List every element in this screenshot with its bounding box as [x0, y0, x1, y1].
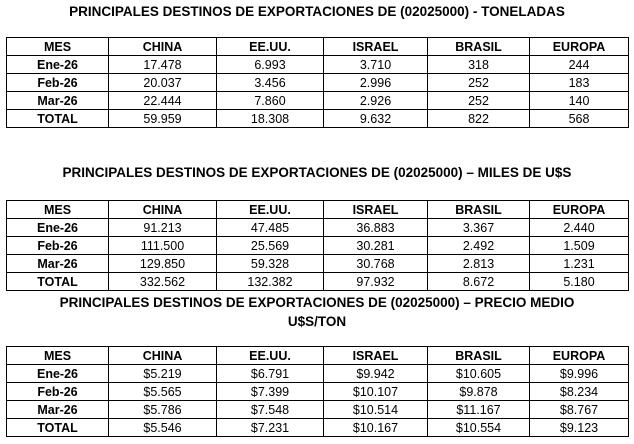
column-header: ISRAEL	[324, 201, 428, 219]
table-cell: $6.791	[217, 365, 324, 383]
table-cell: $10.605	[428, 365, 530, 383]
table-cell: 822	[428, 110, 530, 128]
table-cell: 2.813	[428, 255, 530, 273]
toneladas-table-title: PRINCIPALES DESTINOS DE EXPORTACIONES DE (02025000) - TONELADAS	[69, 4, 565, 19]
table-cell: $8.234	[530, 383, 629, 401]
column-header: EE.UU.	[217, 347, 324, 365]
table-cell: 97.932	[324, 273, 428, 291]
table-row	[7, 74, 629, 92]
table-cell: $5.565	[109, 383, 217, 401]
table-row	[7, 255, 629, 273]
table-cell: $7.231	[217, 419, 324, 437]
table-row	[7, 92, 629, 110]
table-cell: $5.546	[109, 419, 217, 437]
table-cell: $11.167	[428, 401, 530, 419]
table-row	[7, 219, 629, 237]
precio-medio-table-title-line2: U$S/TON	[287, 314, 347, 329]
table-cell: $5.786	[109, 401, 217, 419]
column-header: ISRAEL	[324, 347, 428, 365]
table-cell: 47.485	[217, 219, 324, 237]
table-cell: 252	[428, 74, 530, 92]
row-label: Ene-26	[7, 219, 109, 237]
table-cell: 252	[428, 92, 530, 110]
column-header: BRASIL	[428, 201, 530, 219]
row-label: Mar-26	[7, 92, 109, 110]
table-cell: $9.942	[324, 365, 428, 383]
column-header: EUROPA	[530, 38, 629, 56]
total-row	[7, 273, 629, 291]
row-label: TOTAL	[7, 110, 109, 128]
table-cell: 17.478	[109, 56, 217, 74]
table-cell: $10.107	[324, 383, 428, 401]
table-cell: $10.514	[324, 401, 428, 419]
column-header: EUROPA	[530, 347, 629, 365]
row-label: Ene-26	[7, 365, 109, 383]
table-cell: 132.382	[217, 273, 324, 291]
table-cell: 8.672	[428, 273, 530, 291]
table-cell: 30.768	[324, 255, 428, 273]
table-cell: 2.440	[530, 219, 629, 237]
column-header: MES	[7, 201, 109, 219]
precio-medio-table-title: PRINCIPALES DESTINOS DE EXPORTACIONES DE (02025000) – PRECIO MEDIO	[59, 295, 575, 310]
table-cell: 25.569	[217, 237, 324, 255]
total-row	[7, 110, 629, 128]
table-cell: $5.219	[109, 365, 217, 383]
table-cell: 332.562	[109, 273, 217, 291]
table-cell: 7.860	[217, 92, 324, 110]
table-cell: 244	[530, 56, 629, 74]
table-cell: 3.710	[324, 56, 428, 74]
table-cell: 6.993	[217, 56, 324, 74]
column-header: EUROPA	[530, 201, 629, 219]
column-header: CHINA	[109, 201, 217, 219]
table-row	[7, 56, 629, 74]
table-cell: $10.167	[324, 419, 428, 437]
table-cell: 129.850	[109, 255, 217, 273]
total-row	[7, 419, 629, 437]
column-header: EE.UU.	[217, 201, 324, 219]
toneladas-table	[6, 37, 629, 128]
row-label: Feb-26	[7, 74, 109, 92]
table-cell: 2.996	[324, 74, 428, 92]
table-row	[7, 237, 629, 255]
table-cell: 2.492	[428, 237, 530, 255]
table-cell: 140	[530, 92, 629, 110]
column-header: CHINA	[109, 347, 217, 365]
table-cell: $9.878	[428, 383, 530, 401]
column-header: MES	[7, 347, 109, 365]
table-cell: $7.399	[217, 383, 324, 401]
row-label: Feb-26	[7, 237, 109, 255]
column-header: EE.UU.	[217, 38, 324, 56]
table-cell: 3.367	[428, 219, 530, 237]
header-row	[7, 38, 629, 56]
table-cell: 2.926	[324, 92, 428, 110]
table-cell: 36.883	[324, 219, 428, 237]
table-cell: 91.213	[109, 219, 217, 237]
miles-usd-table-title: PRINCIPALES DESTINOS DE EXPORTACIONES DE (02025000) – MILES DE U$S	[62, 165, 572, 180]
row-label: TOTAL	[7, 419, 109, 437]
table-cell: 318	[428, 56, 530, 74]
row-label: Feb-26	[7, 383, 109, 401]
table-cell: $10.554	[428, 419, 530, 437]
column-header: BRASIL	[428, 38, 530, 56]
table-row	[7, 365, 629, 383]
header-row	[7, 347, 629, 365]
row-label: Ene-26	[7, 56, 109, 74]
table-cell: 20.037	[109, 74, 217, 92]
column-header: CHINA	[109, 38, 217, 56]
row-label: TOTAL	[7, 273, 109, 291]
table-cell: 568	[530, 110, 629, 128]
table-cell: 9.632	[324, 110, 428, 128]
table-cell: 1.231	[530, 255, 629, 273]
header-row	[7, 201, 629, 219]
table-cell: 59.328	[217, 255, 324, 273]
table-cell: 5.180	[530, 273, 629, 291]
table-row	[7, 383, 629, 401]
table-cell: 1.509	[530, 237, 629, 255]
column-header: MES	[7, 38, 109, 56]
column-header: BRASIL	[428, 347, 530, 365]
table-cell: 59.959	[109, 110, 217, 128]
table-cell: $8.767	[530, 401, 629, 419]
table-cell: $9.996	[530, 365, 629, 383]
miles-usd-table	[6, 200, 629, 291]
table-cell: 111.500	[109, 237, 217, 255]
table-cell: 30.281	[324, 237, 428, 255]
table-cell: 18.308	[217, 110, 324, 128]
table-cell: $9.123	[530, 419, 629, 437]
table-row	[7, 401, 629, 419]
row-label: Mar-26	[7, 255, 109, 273]
column-header: ISRAEL	[324, 38, 428, 56]
table-cell: 22.444	[109, 92, 217, 110]
table-cell: 183	[530, 74, 629, 92]
precio-medio-table	[6, 346, 629, 437]
table-cell: $7.548	[217, 401, 324, 419]
table-cell: 3.456	[217, 74, 324, 92]
row-label: Mar-26	[7, 401, 109, 419]
